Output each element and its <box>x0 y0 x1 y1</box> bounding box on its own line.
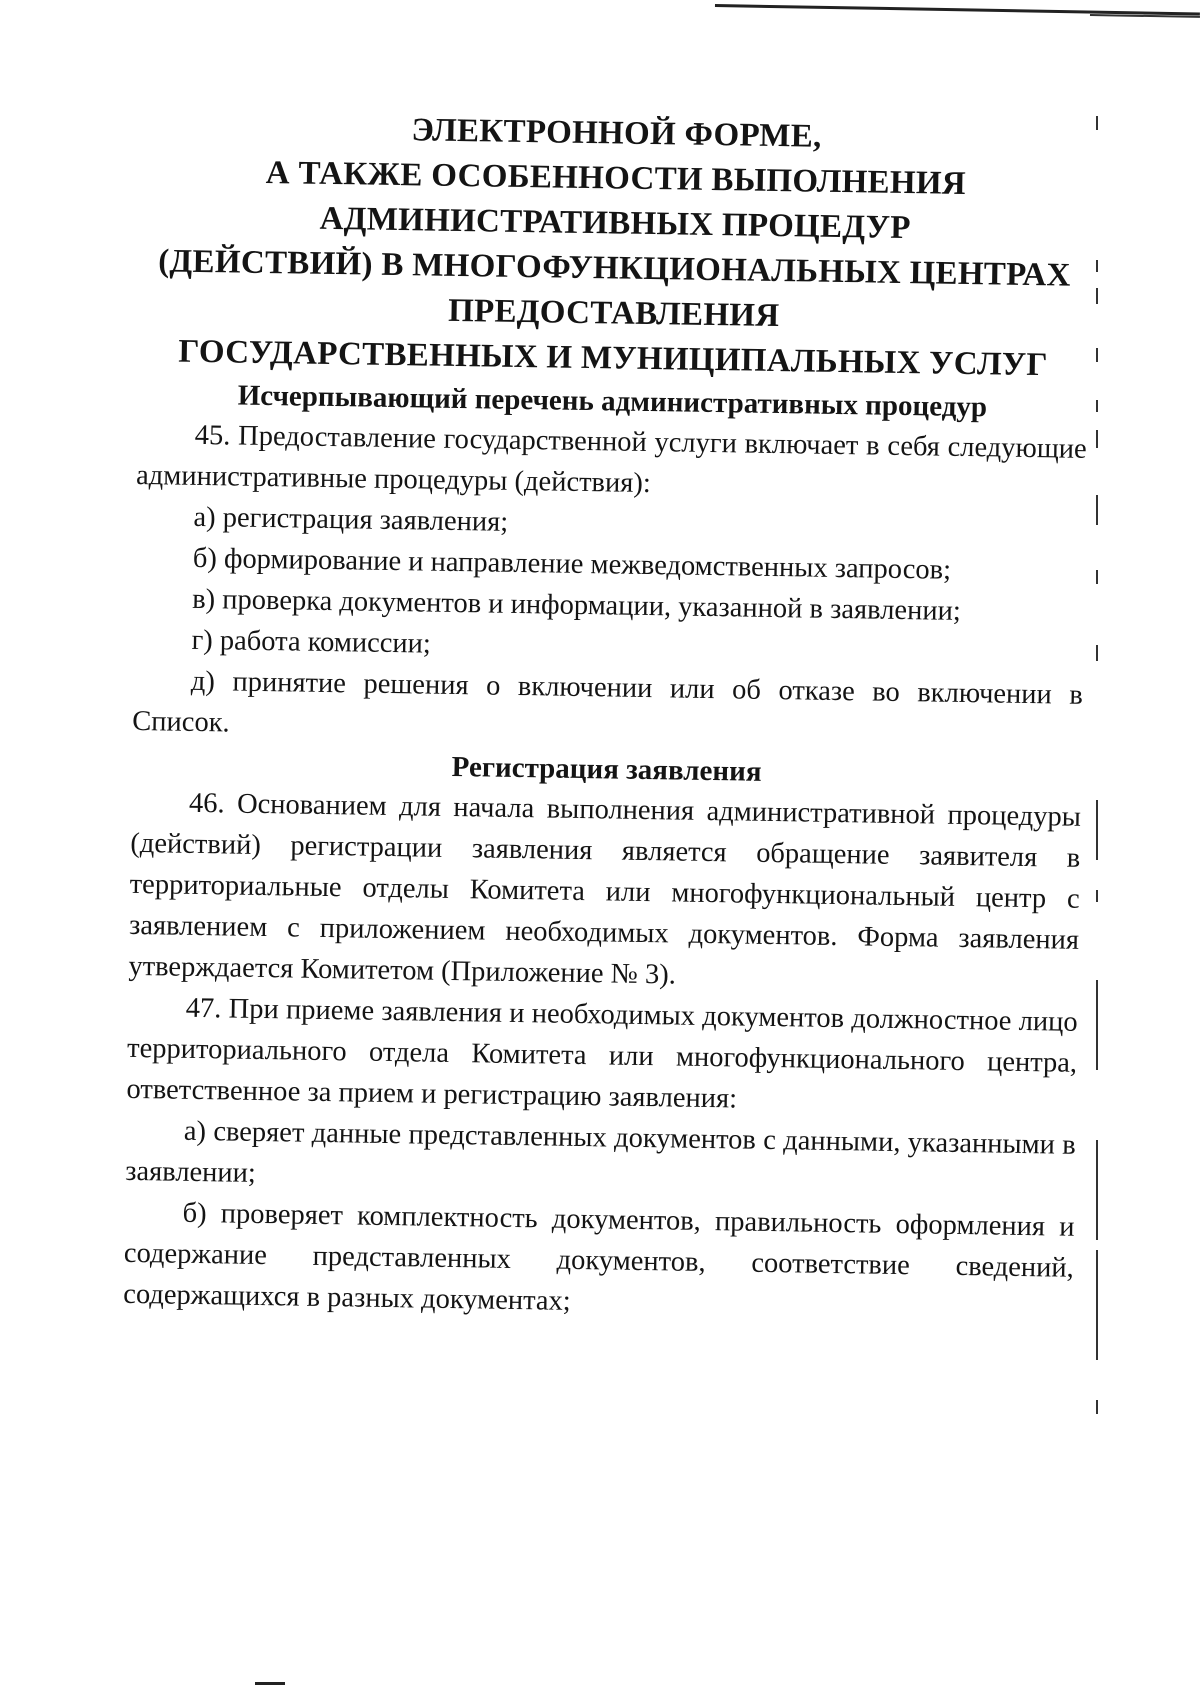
list-item: д) принятие решения о включении или об отказе во включении в Список. <box>132 665 1084 739</box>
section-title-registration: Регистрация заявления <box>451 750 762 788</box>
heading-line: ПРЕДОСТАВЛЕНИЯ <box>447 292 780 335</box>
section-title-procedures: Исчерпывающий перечень административных процедур <box>237 379 988 424</box>
cut-off-text-fragment <box>255 1682 285 1685</box>
list-item: в) проверка документов и информации, указанной в заявлении; <box>191 583 961 627</box>
list-item: б) формирование и направление межведомственных запросов; <box>192 542 952 586</box>
heading-line: А ТАКЖЕ ОСОБЕННОСТИ ВЫПОЛНЕНИЯ <box>265 154 967 202</box>
list-item: а) регистрация заявления; <box>193 501 509 538</box>
paragraph-47: 47. При приеме заявления и необходимых документов должностное лицо территориального отдела Комитета или многофункционального центра, ответственное за прием и регистрацию заявления: <box>126 992 1078 1115</box>
list-item: б) проверяет комплектность документов, правильность оформления и содержание представленных документов, соответствие сведений, содержащихся в разных документах; <box>123 1197 1075 1317</box>
list-item: а) сверяет данные представленных документов с данными, указанными в заявлении; <box>124 1115 1077 1189</box>
paragraph-45: 45. Предоставление государственной услуги включает в себя следующие административные процедуры (действия): <box>135 419 1087 500</box>
heading-line: АДМИНИСТРАТИВНЫХ ПРОЦЕДУР <box>319 200 912 247</box>
list-item: г) работа комиссии; <box>191 624 432 660</box>
paragraph-46: 46. Основанием для начала выполнения административной процедуры (действий) регистрации заявления является обращение заявителя в территориальные отделы Комитета или многофункциональный центр с заявлением с приложением необходимых документов. Форма заявления утверждается Комитетом (Приложение № 3). <box>128 787 1082 991</box>
heading-line: ЭЛЕКТРОННОЙ ФОРМЕ, <box>411 112 822 155</box>
heading-line: ГОСУДАРСТВЕННЫХ И МУНИЦИПАЛЬНЫХ УСЛУГ <box>178 333 1049 384</box>
document-content <box>123 104 1092 1330</box>
scan-edge-marks <box>1096 100 1100 1440</box>
document-heading <box>138 104 1092 389</box>
heading-line: (ДЕЙСТВИЙ) В МНОГОФУНКЦИОНАЛЬНЫХ ЦЕНТРАХ <box>158 243 1071 294</box>
